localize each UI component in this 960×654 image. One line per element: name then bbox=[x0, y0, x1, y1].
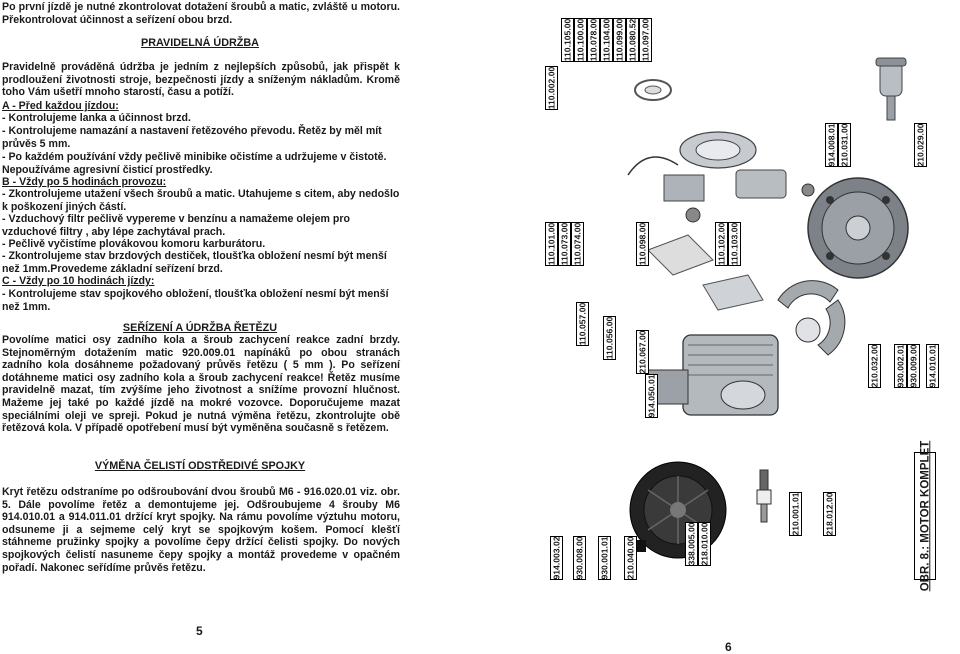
part-label: 210.031.00 bbox=[839, 123, 850, 167]
part-label: 914.050.01 bbox=[646, 374, 657, 418]
part-label: 110.078.00 bbox=[588, 18, 599, 62]
engine-block-icon bbox=[648, 335, 778, 415]
part-label: 210.040.00 bbox=[625, 536, 636, 580]
part-label: 218.010.00 bbox=[699, 522, 710, 566]
part-label: 914.010.01 bbox=[927, 344, 938, 388]
intro-paragraph: Po první jízdě je nutné zkontrolovat dotažení šroubů a matic, zvláště u motoru. Překontrolovat účinnost a seřízení obou brzd. bbox=[2, 1, 400, 26]
chain-text: Povolíme matici osy zadního kola a šroub zachycení reakce zadní brzdy. Stejnoměrným dotažením matic 920.009.01 napínáků po obou stranách zadního kola dosáhneme požadovaný průvěs řetězu ( 5 mm ). Po seřízení dotáhneme matici osy zadního kola a šroub zachycení reakce! Řetěz musíme pravidelně mazat, tím zvýšíme jeho životnost a snížíme provozní hlučnost. Mažeme jej také po každé jízdě na mokré vozovce. Doporučujeme mazat speciálními oleji ve spreji. Pokud je nutná výměna řetězu, zkontrolujte obě řetězová kola. V případě opotřebení musí být vyměněna současně s řetězem. bbox=[2, 334, 400, 435]
part-label: 110.098.00 bbox=[637, 222, 648, 266]
part-label: 210.029.00 bbox=[915, 123, 926, 167]
recoil-starter-icon bbox=[628, 462, 726, 558]
section-b-item: - Zkontrolujeme utažení všech šroubů a matic. Utahujeme s citem, aby nedošlo k poškození jiných částí. bbox=[2, 188, 400, 213]
part-label: 930.008.00 bbox=[574, 536, 585, 580]
spark-plug-icon bbox=[757, 470, 771, 522]
section-a-title: A - Před každou jízdou: bbox=[2, 100, 119, 112]
clutch-text: Kryt řetězu odstraníme po odšroubování dvou šroubů M6 - 916.020.01 viz. obr. 5. Dále povolíme řetěz a demontujeme jej. Odšroubujeme 4 šrouby M6 914.010.01 a 914.011.01 držící kryt spojky. Na rámu povolíme výztuhu motoru, odsuneme ji a sejmeme celý kryt se spojkovým košem. Pomocí klešťí stáhneme pružinky spojky a povolíme čepy držící čelisti spojky. Do nových spojkových čelistí nasuneme čepy spojky a montáž provedeme v opačném pořadí. Nakonec seřídíme průvěs řetězu. bbox=[2, 486, 400, 574]
sprocket-cover-icon bbox=[808, 178, 908, 278]
section-c-title: C - Vždy po 10 hodinách jízdy: bbox=[2, 275, 155, 287]
gasket-icon bbox=[648, 235, 763, 310]
section-b-item: - Vzduchový filtr pečlivě vypereme v benzínu a namažeme olejem pro vzduchové filtry , aby lépe zachytával prach. bbox=[2, 213, 350, 238]
part-label: 338.005.00 bbox=[686, 522, 697, 566]
part-label: 914.003.02 bbox=[551, 536, 562, 580]
part-label: 218.012.00 bbox=[824, 492, 835, 536]
carburetor-icon bbox=[628, 132, 814, 222]
maintenance-title: PRAVIDELNÁ ÚDRŽBA bbox=[141, 37, 259, 49]
part-label: 110.074.00 bbox=[572, 222, 583, 266]
part-label: 210.067.00 bbox=[637, 330, 648, 374]
right-page bbox=[478, 0, 960, 652]
part-label: 110.002.00 bbox=[546, 66, 557, 110]
section-a-item: - Kontrolujeme namazání a nastavení řetězového převodu. Řetěz by měl mít průvěs 5 mm. bbox=[2, 125, 382, 150]
section-b-item: - Pečlivě vyčistíme plovákovou komoru karburátoru. bbox=[2, 238, 266, 250]
part-label: 110.097.00 bbox=[640, 18, 651, 62]
part-label: 930.009.00 bbox=[908, 344, 919, 388]
section-a-item: - Po každém používání vždy pečlivě minibike očistíme a udržujeme v čistotě. Nepoužíváme agresivní čisticí prostředky. bbox=[2, 151, 387, 176]
oil-filter-icon bbox=[876, 58, 906, 120]
clutch-shoe-icon bbox=[778, 281, 845, 355]
part-label: 930.002.01 bbox=[895, 344, 906, 388]
section-a-item: - Kontrolujeme lanka a účinnost brzd. bbox=[2, 112, 191, 124]
chain-title: SEŘÍZENÍ A ÚDRŽBA ŘETĚZU bbox=[122, 322, 278, 334]
part-label: 210.032.00 bbox=[869, 344, 880, 388]
part-label: 914.008.01 bbox=[826, 123, 837, 167]
part-label: 930.001.01 bbox=[599, 536, 610, 580]
exhaust-gasket-icon bbox=[635, 80, 671, 100]
part-label: 110.073.00 bbox=[559, 222, 570, 266]
figure-title: OBR. 8.: MOTOR KOMPLET bbox=[914, 452, 936, 580]
part-label: 110.102.00 bbox=[716, 222, 727, 266]
page-number-left: 5 bbox=[196, 624, 203, 638]
clutch-title: VÝMĚNA ČELISTÍ ODSTŘEDIVÉ SPOJKY bbox=[94, 460, 306, 472]
part-label: 110.099.00 bbox=[614, 18, 625, 62]
part-label: 110.105.00 bbox=[562, 18, 573, 62]
part-label: 110.057.00 bbox=[577, 302, 588, 346]
section-b-item: - Zkontrolujeme stav brzdových destiček, tloušťka obložení nesmí být menší než 1mm.Provedeme základní seřízení brzd. bbox=[2, 250, 387, 275]
left-page bbox=[0, 0, 478, 652]
part-label: 110.100.00 bbox=[575, 18, 586, 62]
page-number-right: 6 bbox=[725, 640, 732, 654]
part-label: 110.103.00 bbox=[729, 222, 740, 266]
part-label: 210.001.01 bbox=[790, 492, 801, 536]
part-label: 110.104.00 bbox=[601, 18, 612, 62]
part-label: 110.056.00 bbox=[604, 316, 615, 360]
part-label: 110.080.52 bbox=[627, 18, 638, 62]
part-label: 110.101.00 bbox=[546, 222, 557, 266]
section-b-title: B - Vždy po 5 hodinách provozu: bbox=[2, 176, 167, 188]
maintenance-intro: Pravidelně prováděná údržba je jedním z nejlepších způsobů, jak přispět k prodloužení životnosti stroje, bezpečnosti jízdy a sníženým nákladům. Kromě toho Vám ušetří mnoho starostí, času a potíží. bbox=[2, 61, 400, 99]
section-c-item: - Kontrolujeme stav spojkového obložení, tloušťka obložení nesmí být menší než 1mm. bbox=[2, 288, 389, 313]
